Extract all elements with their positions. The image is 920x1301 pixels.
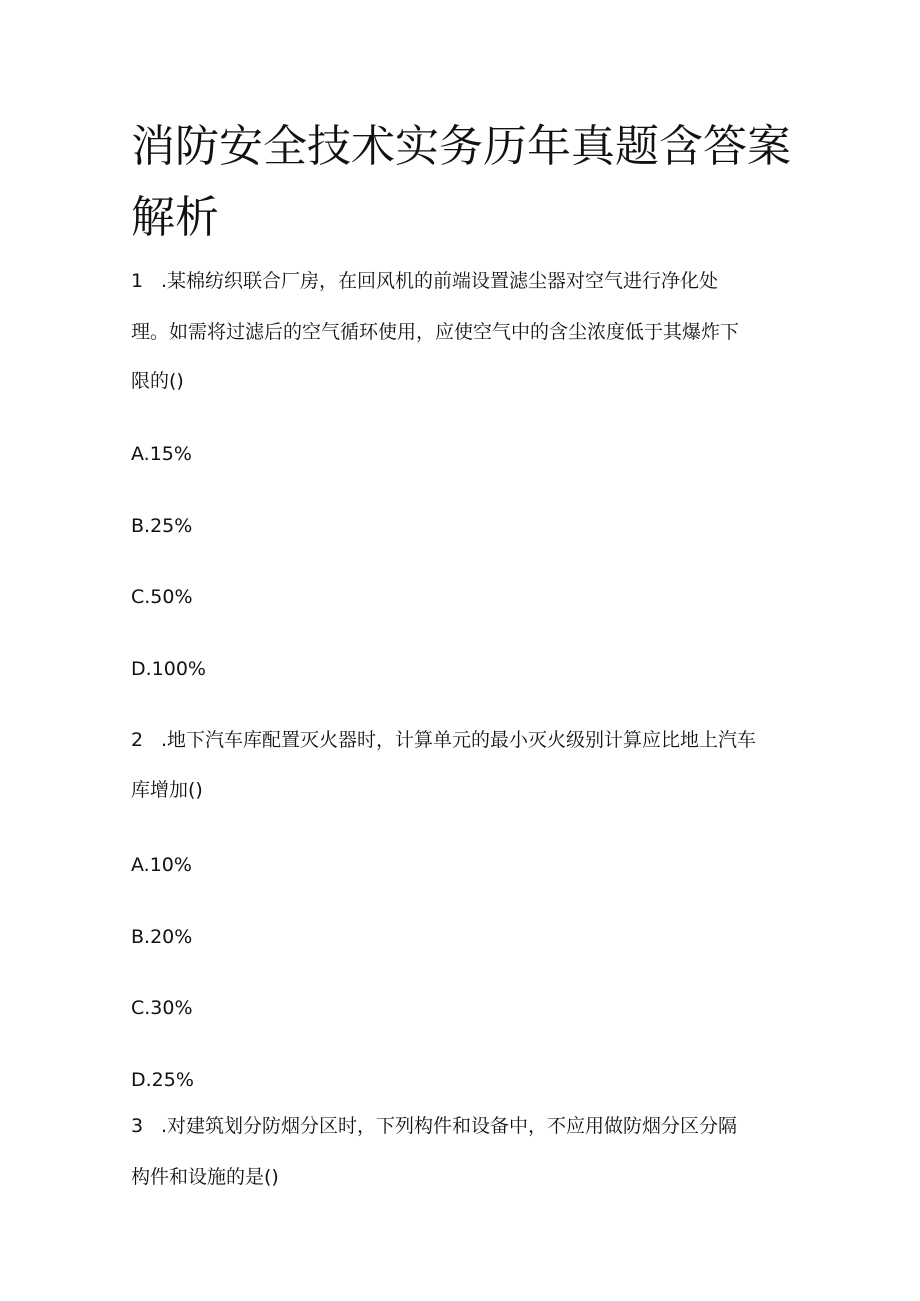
question-3-line-2: 构件和设施的是() (131, 1166, 279, 1188)
question-2-option-a: A.10% (131, 854, 192, 876)
question-1-option-c: C.50% (131, 586, 193, 608)
question-1-option-a: A.15% (131, 443, 192, 465)
document-title-line-2: 解析 (131, 192, 219, 243)
question-2-number: 2 (131, 729, 144, 751)
question-1-number: 1 (131, 270, 144, 292)
question-2-option-c: C.30% (131, 997, 193, 1019)
question-1-line-2: 理。如需将过滤后的空气循环使用，应使空气中的含尘浓度低于其爆炸下 (131, 321, 740, 343)
question-1-text-1: .某棉纺织联合厂房，在回风机的前端设置滤尘器对空气进行净化处 (161, 270, 719, 292)
question-3-line-1 (131, 1117, 737, 1136)
question-2-option-d: D.25% (131, 1069, 194, 1091)
question-2-option-b: B.20% (131, 926, 193, 948)
question-2-line-2: 库增加() (131, 779, 203, 801)
question-3-text-1: .对建筑划分防烟分区时，下列构件和设备中，不应用做防烟分区分隔 (161, 1115, 738, 1137)
question-1-option-b: B.25% (131, 515, 193, 537)
question-3-number: 3 (131, 1115, 144, 1137)
question-1-option-d: D.100% (131, 658, 206, 680)
question-2-text-1: .地下汽车库配置灭火器时，计算单元的最小灭火级别计算应比地上汽车 (161, 729, 757, 751)
document-title-line-1: 消防安全技术实务历年真题含答案 (131, 121, 791, 172)
question-1-line-3: 限的() (131, 370, 184, 392)
question-2-line-1 (131, 731, 756, 750)
question-1-line-1 (131, 272, 718, 291)
